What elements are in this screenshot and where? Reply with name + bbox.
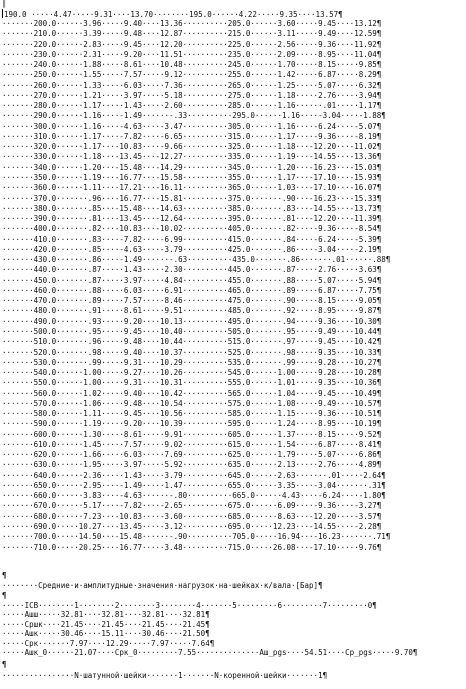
section-title: ········Средние·и·амплитудные·значения·нагрузок·на·шейках·к/вала·[Бар]¶ bbox=[2, 581, 323, 590]
table-row: ·······310.0······1.17····-7.82····-6.65··········315.0······1.17····-9.36····-8.19¶ bbox=[2, 131, 382, 141]
table-row: ·······330.0······1.18···-13.45···-12.27··········335.0······1.19···-14.55···-13.36¶ bbox=[2, 152, 382, 162]
table-row: ·······510.0·······.96·····9.48····10.44··········515.0·······.97·····9.45····10.42¶ bbox=[2, 337, 382, 347]
table-row: ·······520.0·······.98·····9.40····10.37··········525.0·······.98·····9.35····10.33¶ bbox=[2, 347, 382, 357]
summary-line: ·····Ашк·····30.46····15.11····30.46····21.50¶ bbox=[2, 629, 210, 639]
table-row: ·······430.0·······.86····-1.49······-.63··········435.0·······.86·······.01······.88¶ bbox=[2, 255, 391, 265]
table-row: ·······300.0······1.16····-4.63····-3.47··········305.0······1.16····-6.24····-5.07¶ bbox=[2, 121, 382, 131]
table-row: ·······250.0······1.55·····7.57·····9.12··········255.0······1.42·····6.87·····8.29¶ bbox=[2, 70, 382, 80]
table-row: ·······210.0······3.39·····9.48····12.87··········215.0······3.11·····9.49····12.59¶ bbox=[2, 29, 382, 39]
text-cursor bbox=[2, 9, 3, 18]
table-row: ·······400.0·······.82···-10.83···-10.02··········405.0·······.82····-9.36····-8.54¶ bbox=[2, 224, 382, 234]
table-row: ·······360.0······1.11···-17.21···-16.11··········365.0······1.03···-17.10···-16.07¶ bbox=[2, 183, 382, 193]
paragraph-mark: ¶ bbox=[2, 571, 7, 580]
paragraph-mark: ¶ bbox=[2, 591, 7, 600]
top-mark: ║ bbox=[2, 0, 7, 8]
table-row: ·······670.0······5.17····-7.82····-2.65··········675.0······6.09····-9.36····-3.27¶ bbox=[2, 501, 382, 511]
table-row: ·······600.0······1.30·····8.61·····9.91··········605.0······1.37·····8.15·····9.52¶ bbox=[2, 429, 382, 439]
table-row: ·······240.0······1.88·····8.61····10.48··········245.0······1.70·····8.15·····9.85¶ bbox=[2, 60, 382, 70]
header-row-text: 190.0 ·····4.47·····9.31····13.70········195.0······4.22·····9.35····13.57¶ bbox=[4, 10, 343, 19]
summary-line: ·····Ашш·····32.81····32.81····32.81····32.81¶ bbox=[2, 610, 210, 620]
table-row: ·······370.0·······.96···-16.77···-15.81··········375.0·······.90···-16.23···-15.33¶ bbox=[2, 193, 382, 203]
table-row: ·······350.0······1.19···-16.77···-15.58··········355.0······1.17···-17.10···-15.93¶ bbox=[2, 172, 382, 182]
table-row: ·······290.0······1.16····-1.49······-.33··········295.0······1.16····-3.04····-1.88¶ bbox=[2, 111, 386, 121]
table-row: ·······630.0······1.95·····3.97·····5.92··········635.0······2.13·····2.76·····4.89¶ bbox=[2, 460, 382, 470]
paragraph-mark: ¶ bbox=[2, 660, 7, 669]
load-table bbox=[2, 19, 464, 553]
table-row: ·······640.0······2.36·····1.43·····3.79··········645.0······2.63·······.01·····2.64¶ bbox=[2, 470, 386, 480]
table-row: ·······700.0·····14.50···-15.48······-.90··········705.0·····16.94···-16.23·······.71¶ bbox=[2, 532, 391, 542]
table-row: ·······500.0·······.95·····9.45····10.40··········505.0·······.95·····9.49····10.44¶ bbox=[2, 326, 382, 336]
table-row: ·······560.0······1.02·····9.40····10.42··········565.0······1.04·····9.45····10.49¶ bbox=[2, 388, 382, 398]
table-row: ·······390.0·······.81···-13.45···-12.64··········395.0·······.81···-12.20···-11.39¶ bbox=[2, 214, 382, 224]
summary-line: ·····Ашк_0······21.07····Срк_0·········7.55··············Аш_pgs····54.51····Ср_pgs·····9.70¶ bbox=[2, 647, 418, 657]
table-row: ·······460.0·······.88·····6.03·····6.91··········465.0·······.89·····6.87·····7.75¶ bbox=[2, 285, 382, 295]
table-row: ·······220.0······2.83·····9.45····12.20··········225.0······2.56·····9.36····11.92¶ bbox=[2, 39, 382, 49]
table-row: ·······440.0·······.87·····1.43·····2.30··········445.0·······.87·····2.76·····3.63¶ bbox=[2, 265, 382, 275]
table-row: ·······590.0······1.19·····9.20····10.39··········595.0······1.24·····8.95····10.19¶ bbox=[2, 419, 382, 429]
table-row: ·······260.0······1.33·····6.03·····7.36··········265.0······1.25·····5.07·····6.32¶ bbox=[2, 80, 382, 90]
table-row: ·······200.0······3.96·····9.40····13.36··········205.0······3.60·····9.45····13.12¶ bbox=[2, 19, 382, 28]
table-row: ·······690.0·····10.27···-13.45····-3.12··········695.0·····12.23···-14.55····-2.28¶ bbox=[2, 522, 382, 532]
table-row: ·······470.0·······.89·····7.57·····8.46··········475.0·······.90·····8.15·····9.05¶ bbox=[2, 296, 382, 306]
table-row: ·······450.0·······.87·····3.97·····4.84··········455.0·······.88·····5.07·····5.94¶ bbox=[2, 275, 382, 285]
summary-block bbox=[2, 601, 464, 657]
table-row: ·······410.0·······.83····-7.82····-6.99··········415.0·······.84····-6.24····-5.39¶ bbox=[2, 234, 382, 244]
summary-line: ·····Срк·······7.97····12.29·····7.97·····7.64¶ bbox=[2, 638, 215, 648]
table-row: ·······380.0·······.85···-15.48···-14.63··········385.0·······.83···-14.55···-13.73¶ bbox=[2, 203, 382, 213]
table-row: ·······710.0·····20.25···-16.77·····3.48··········715.0·····26.08···-17.10·····9.76¶ bbox=[2, 542, 382, 552]
table-row: ·······480.0·······.91·····8.61·····9.51··········485.0·······.92·····8.95·····9.87¶ bbox=[2, 306, 382, 316]
table-row: ·······580.0······1.11·····9.45····10.56··········585.0······1.15·····9.36····10.51¶ bbox=[2, 409, 382, 419]
table-row: ·······420.0·······.85····-4.63····-3.79··········425.0·······.86····-3.04····-2.19¶ bbox=[2, 244, 382, 254]
table-row: ·······280.0······1.17·····1.43·····2.60··········285.0······1.16······.01·····1.17¶ bbox=[2, 101, 382, 111]
table-row: ·······490.0·······.93·····9.20····10.13··········495.0·······.94·····9.36····10.30¶ bbox=[2, 316, 382, 326]
table-row: ·······650.0······2.95····-1.49·····1.47··········655.0······3.35····-3.04·······.31¶ bbox=[2, 480, 386, 490]
table-row: ·······660.0······3.83····-4.63······-.80··········665.0······4.43····-6.24····-1.80¶ bbox=[2, 491, 386, 501]
table-row: ·······540.0······1.00·····9.27····10.26··········545.0······1.00·····9.28····10.28¶ bbox=[2, 368, 382, 378]
table-row: ·······270.0······1.21·····3.97·····5.18··········275.0······1.18·····2.76·····3.94¶ bbox=[2, 90, 382, 100]
table-row: ·······530.0·······.99·····9.31····10.29··········535.0·······.99·····9.28····10.27¶ bbox=[2, 357, 382, 367]
summary-line: ·····ICB········1········2········3········4·······5·········6·········7·········0¶ bbox=[2, 601, 377, 610]
table-row: ·······610.0······1.45·····7.57·····9.02··········615.0······1.54·····6.87·····8.41¶ bbox=[2, 439, 382, 449]
table-row: ·······230.0······2.31·····9.20····11.51··········235.0······2.09·····8.95····11.04¶ bbox=[2, 49, 382, 59]
table-row: ·······680.0······7.23···-10.83····-3.60··········685.0······8.63···-12.20····-3.57¶ bbox=[2, 511, 382, 521]
footer-caption: ················N·шатунной·шейки·······1·······N·коренной·шейки·······1¶ bbox=[2, 671, 328, 680]
table-row: ·······620.0······1.66·····6.03·····7.69··········625.0······1.79·····5.07·····6.86¶ bbox=[2, 450, 382, 460]
summary-line: ·····Сршк····21.45····21.45····21.45····21.45¶ bbox=[2, 619, 210, 629]
table-row: ·······570.0······1.06·····9.48····10.54··········575.0······1.08·····9.49····10.57¶ bbox=[2, 398, 382, 408]
table-row: ·······550.0······1.00·····9.31····10.31··········555.0······1.01·····9.35····10.36¶ bbox=[2, 378, 382, 388]
table-row: ·······320.0······1.17···-10.83····-9.66··········325.0······1.18···-12.20···-11.02¶ bbox=[2, 142, 382, 152]
table-row: ·······340.0······1.20···-15.48···-14.29··········345.0······1.20···-16.23···-15.03¶ bbox=[2, 162, 382, 172]
